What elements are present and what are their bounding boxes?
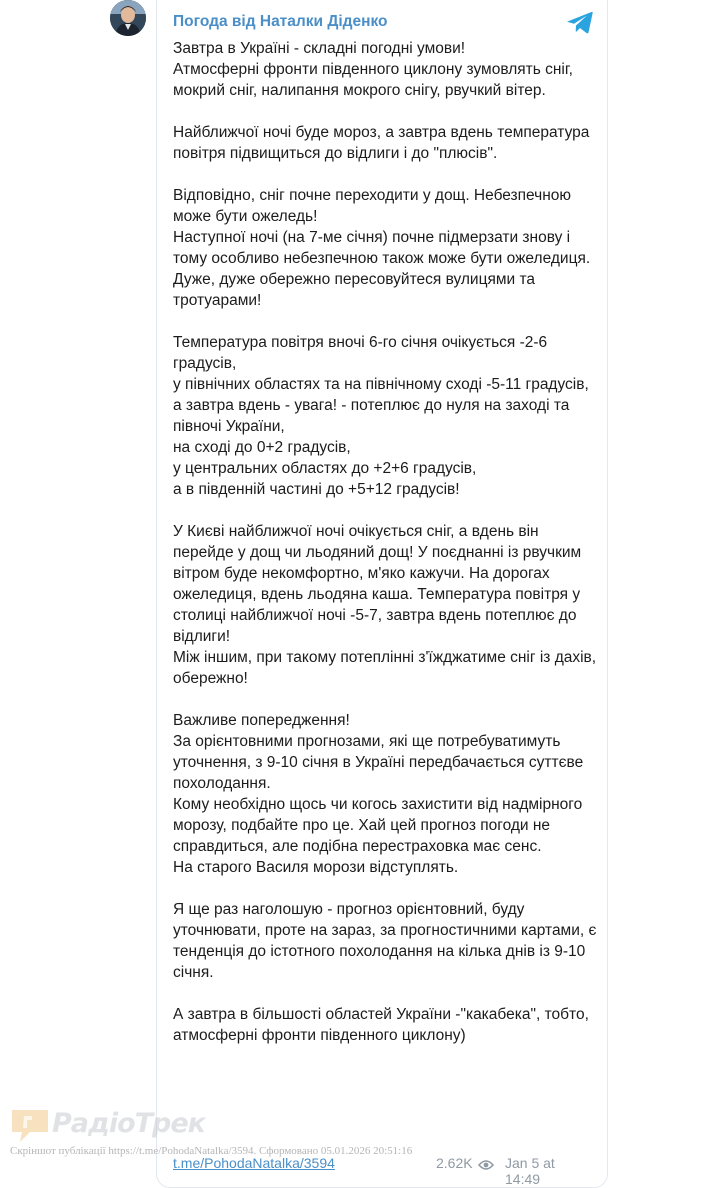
post-footer: [173, 1155, 593, 1187]
channel-name[interactable]: Погода від Наталки Діденко: [173, 13, 388, 30]
post-link[interactable]: t.me/PohodaNatalka/3594: [173, 1155, 335, 1171]
post-date: Jan 5 at 14:49: [505, 1155, 555, 1187]
view-count: 2.62K: [436, 1155, 473, 1171]
radiotrek-watermark-logo: [10, 1106, 205, 1144]
channel-avatar[interactable]: [110, 0, 146, 36]
radiotrek-logo-text: РадіоТрек: [52, 1108, 205, 1139]
message-text: Завтра в Україні - складні погодні умови! Атмосферні фронти південного циклону зумовлять сніг, мокрий сніг, налипання мокрого снігу, рвучкий вітер. Найближчої ночі буде мороз, а завтра вдень температура повітря підвищиться до відлиги і до "плюсів". Відповідно, сніг почне переходити у дощ. Небезпечною може бути ожеледь! Наступної ночі (на 7-ме січня) почне підмерзати знову і тому особливо небезпечною також може бути ожеледиця. Дуже, дуже обережно пересовуйтеся вулицями та тротуарами! Температура повітря вночі 6-го січня очікується -2-6 градусів, у північних областях та на північному сході -5-11 градусів, а завтра вдень - увага! - потеплює до нуля на заході та півночі України, на сході до 0+2 градусів, у центральних областях до +2+6 градусів, а в південній частині до +5+12 градусів! У Києві найближчої ночі очікується сніг, а вдень він перейде у дощ чи льодяний дощ! У поєднанні із рвучким вітром буде некомфортно, м'яко кажучи. На дорогах ожеледиця, вдень льодяна каша. Температура повітря у столиці найближчої ночі -5-7, завтра вдень потеплює до відлиги! Між іншим, при такому потеплінні з'їжджатиме сніг із дахів, обережно! Важливе попередження! За орієнтовними прогнозами, які ще потребуватимуть уточнення, з 9-10 січня в Україні передбачається суттєве похолодання. Кому необхідно щось чи когось захистити від надмірного морозу, подбайте про це. Хай цей прогноз погоди не справдиться, але подібна перестраховка має сенс. На старого Василя морози відступлять. Я ще раз наголошую - прогноз орієнтовний, буду уточнювати, проте на зараз, за прогностичними картами, є тенденція до істотного похолодання на кілька днів із 9-10 січня. А завтра в більшості областей України -"какабека", тобто, атмосферні фронти південного циклону): [173, 40, 597, 1044]
telegram-icon[interactable]: [566, 10, 594, 36]
screenshot-caption: Скріншот публікації https://t.me/PohodaNatalka/3594. Сформовано 05.01.2026 20:51:16: [10, 1145, 413, 1157]
eye-icon: [478, 1158, 494, 1170]
